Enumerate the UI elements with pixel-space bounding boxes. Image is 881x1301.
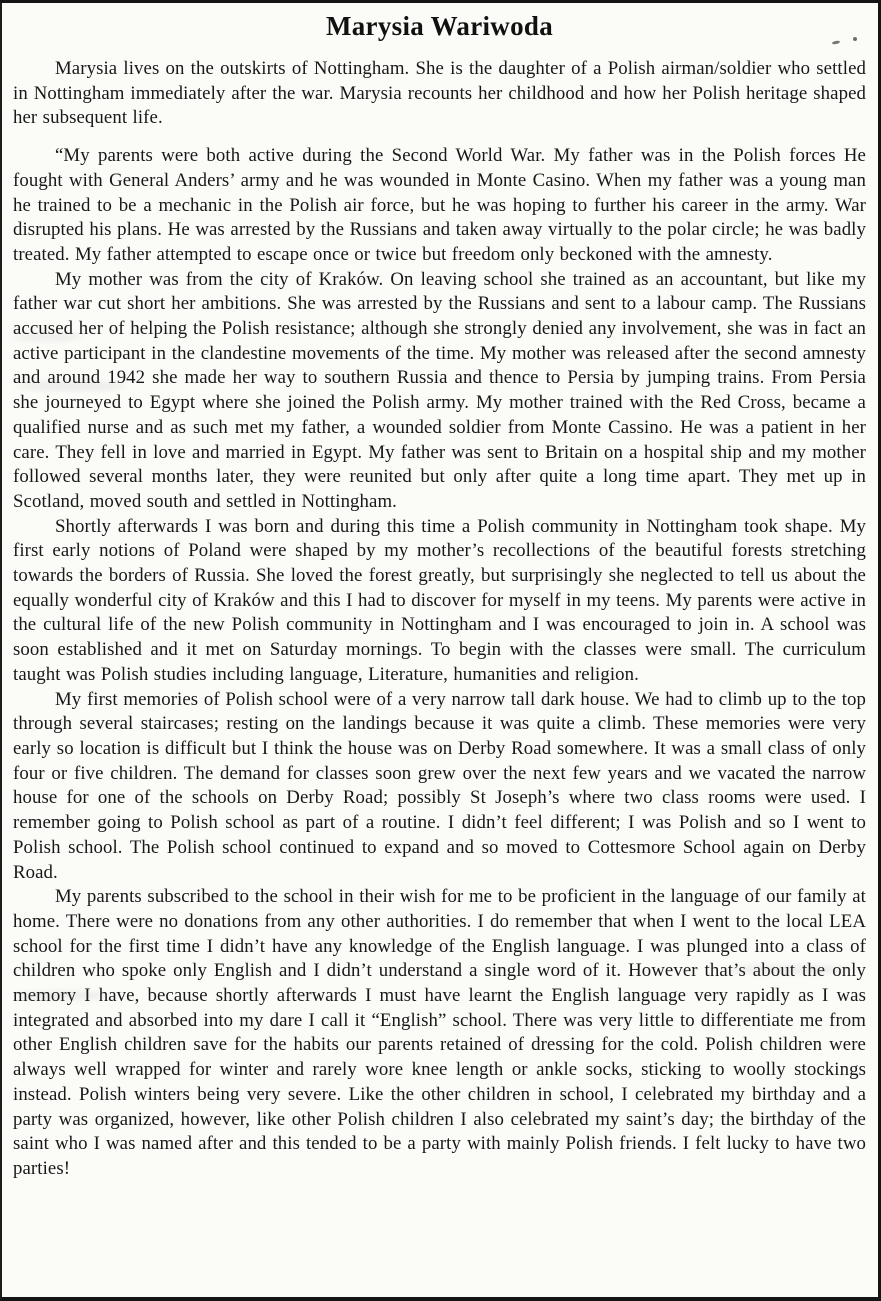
paragraph-parents-in-war: “My parents were both active during the Second World War. My father was in the Polish forces He fought with General Anders’ army and he was wounded in Monte Casino. When my father was a young man he trained to be a mechanic in the Polish air force, but he was hoping to further his career in the army. War disrupted his plans. He was arrested by the Russians and taken away virtually to the polar circle; he was badly treated. My father attempted to escape once or twice but freedom only beckoned with the amnesty. [13,145,866,265]
document-title: Marysia Wariwoda [325,11,554,41]
scan-speck [832,40,840,45]
paragraph-lea-school-and-customs: My parents subscribed to the school in their wish for me to be proficient in the language of our family at home. There were no donations from any other authorities. I do remember that when I went to the local LEA school for the first time I didn’t have any knowledge of the English language. I was plunged into a class of children who spoke only English and I didn’t understand a single word of it. However that’s about the only memory I have, because shortly afterwards I must have learnt the English language very rapidly as I was integrated and absorbed into my dare I call it “English” school. There was very little to differentiate me from other English children save for the habits our parents retained of dressing for the cold. Polish children were always well wrapped for winter and rarely wore knee length or ankle socks, sticking to woolly stockings instead. Polish winters being very severe. Like the other children in school, I celebrated my birthday and a party was organized, however, like other Polish children I also celebrated my saint’s day; the birthday of the saint who I was named after and this tended to be a party with mainly Polish friends. I felt lucky to have two parties! [13,886,866,1179]
paragraph-intro: Marysia lives on the outskirts of Nottingham. She is the daughter of a Polish airman/soldier who settled in Nottingham immediately after the war. Marysia recounts her childhood and how her Polish heritage shaped her subsequent life. [13,58,866,129]
paragraph-mother-story: My mother was from the city of Kraków. On leaving school she trained as an accountant, but like my father war cut short her ambitions. She was arrested by the Russians and sent to a labour camp. The Russians accused her of helping the Polish resistance; although she strongly denied any involvement, she was in fact an active participant in the clandestine movements of the time. My mother was released after the second amnesty and around 1942 she made her way to southern Russia and thence to Persia by jumping trains. From Persia she journeyed to Egypt where she joined the Polish army. My mother trained with the Red Cross, became a qualified nurse and as such met my father, a wounded soldier from Monte Cassino. He was a patient in her care. They fell in love and married in Egypt. My father was sent to Britain on a hospital ship and my mother followed several months later, they were reunited but only after quite a long time apart. They met up in Scotland, moved south and settled in Nottingham. [13,268,866,512]
paragraph-polish-community: Shortly afterwards I was born and during this time a Polish community in Nottingham took shape. My first early notions of Poland were shaped by my mother’s recollections of the beautiful forests stretching towards the borders of Russia. She loved the forest greatly, but surprisingly she neglected to tell us about the equally wonderful city of Kraków and this I had to discover for myself in my teens. My parents were active in the cultural life of the new Polish community in Nottingham and I was encouraged to join in. A school was soon established and it met on Saturday mornings. To begin with the classes were small. The curriculum taught was Polish studies including language, Literature, humanities and religion. [13,515,866,685]
scan-speck [853,37,857,41]
paragraph-polish-school-memories: My first memories of Polish school were of a very narrow tall dark house. We had to climb up to the top through several staircases; resting on the landings because it was quite a climb. These memories were very early so location is difficult but I think the house was on Derby Road somewhere. It was a small class of only four or five children. The demand for classes soon grew over the next few years and we vacated the narrow house for one of the schools on Derby Road; possibly St Joseph’s where two class rooms were used. I remember going to Polish school as part of a routine. I didn’t feel different; I was Polish and so I went to Polish school. The Polish school continued to expand and so moved to Cottesmore School again on Derby Road. [13,688,866,883]
